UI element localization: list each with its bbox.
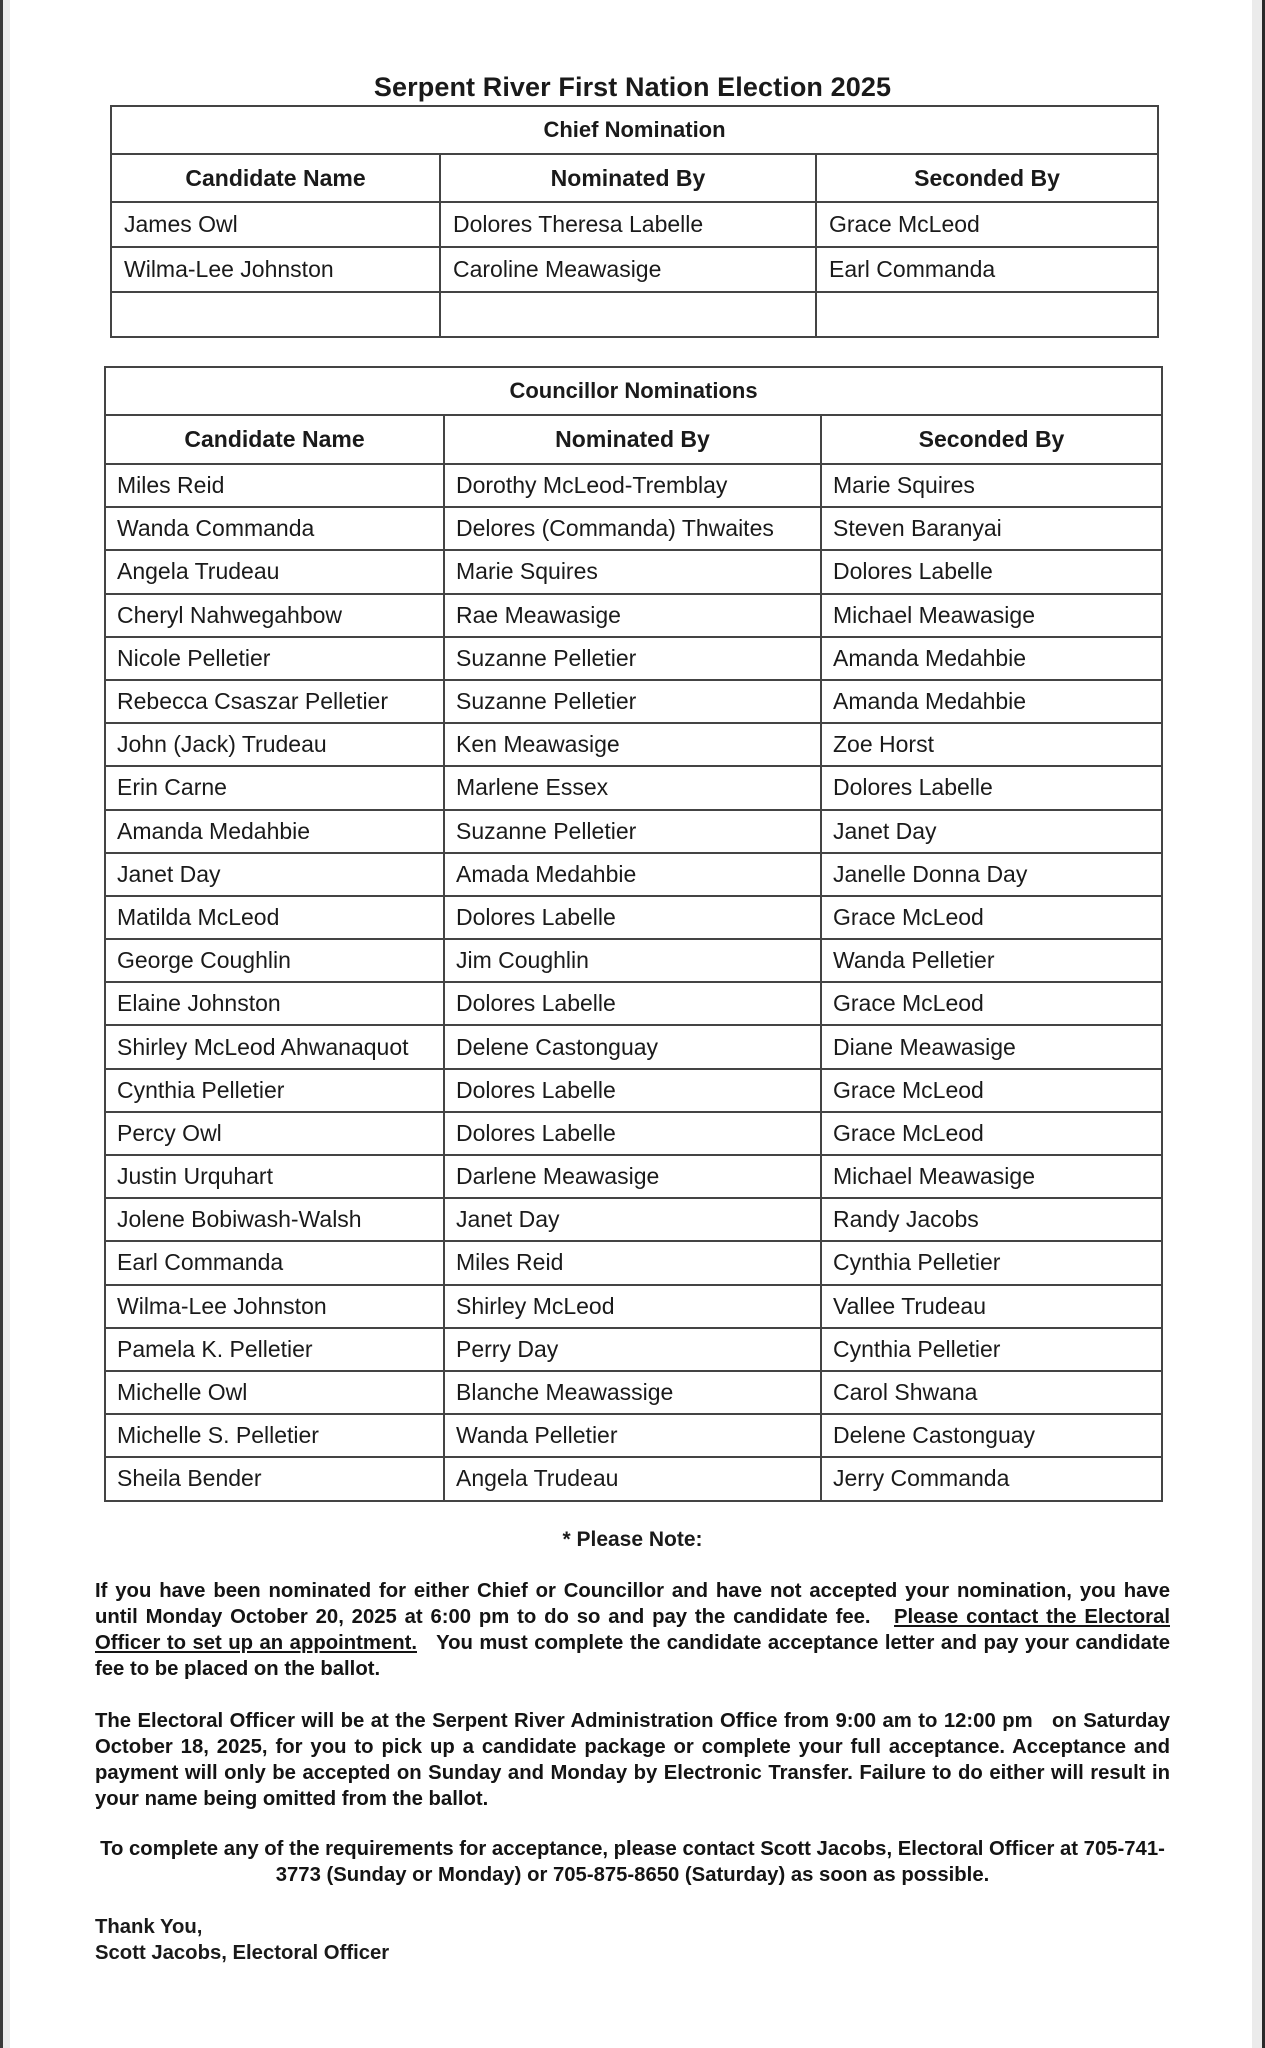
candidate-name: Justin Urquhart	[105, 1155, 444, 1198]
seconded-by: Grace McLeod	[821, 896, 1162, 939]
table-row	[105, 637, 1162, 680]
seconded-by: Grace McLeod	[821, 1112, 1162, 1155]
chief-table-caption: Chief Nomination	[111, 106, 1158, 154]
table-row	[105, 594, 1162, 637]
seconded-by: Zoe Horst	[821, 723, 1162, 766]
nominated-by: Marlene Essex	[444, 766, 821, 809]
candidate-name: Shirley McLeod Ahwanaquot	[105, 1025, 444, 1068]
note-text: If you have been nominated for either Chief or Councillor and have not accepted your nomination, you have until Monday October 20, 2025 at 6:00 pm to do so and pay the candidate fee.	[95, 1580, 1170, 1628]
nominated-by: Jim Coughlin	[444, 939, 821, 982]
seconded-by: Randy Jacobs	[821, 1198, 1162, 1241]
seconded-by: Dolores Labelle	[821, 766, 1162, 809]
candidate-name: Cheryl Nahwegahbow	[105, 594, 444, 637]
seconded-by: Michael Meawasige	[821, 594, 1162, 637]
table-row	[105, 1241, 1162, 1284]
note-paragraph-office-hours: The Electoral Officer will be at the Serpent River Administration Office from 9:00 am to 12:00 pm on Saturday October 18, 2025, for you to pick up a candidate package or complete your full acceptance. Acceptance and payment will only be accepted on Sunday and Monday by Electronic Transfer. Failure to do either will result in your name being omitted from the ballot.	[95, 1710, 1170, 1810]
candidate-name: Cynthia Pelletier	[105, 1069, 444, 1112]
candidate-name: Percy Owl	[105, 1112, 444, 1155]
page-margin-left	[3, 0, 10, 2048]
nominated-by: Rae Meawasige	[444, 594, 821, 637]
candidate-name: Amanda Medahbie	[105, 810, 444, 853]
table-row	[105, 1371, 1162, 1414]
seconded-by: Wanda Pelletier	[821, 939, 1162, 982]
councillor-table-caption: Councillor Nominations	[105, 367, 1162, 415]
seconded-by: Cynthia Pelletier	[821, 1328, 1162, 1371]
nominated-by: Angela Trudeau	[444, 1457, 821, 1500]
nominated-by: Dolores Theresa Labelle	[440, 202, 816, 247]
candidate-name: Elaine Johnston	[105, 982, 444, 1025]
table-row	[105, 896, 1162, 939]
candidate-name: Matilda McLeod	[105, 896, 444, 939]
table-row	[105, 550, 1162, 593]
candidate-name: Sheila Bender	[105, 1457, 444, 1500]
table-row	[105, 810, 1162, 853]
closing: Thank You,	[95, 1916, 203, 1938]
seconded-by: Dolores Labelle	[821, 550, 1162, 593]
candidate-name: Wilma-Lee Johnston	[111, 247, 440, 292]
signatory-name: Scott Jacobs, Electoral Officer	[95, 1942, 390, 1964]
table-row	[105, 680, 1162, 723]
table-row	[105, 464, 1162, 507]
header-nominated-by: Nominated By	[444, 415, 821, 464]
header-candidate-name: Candidate Name	[111, 154, 440, 202]
candidate-name: Pamela K. Pelletier	[105, 1328, 444, 1371]
nominated-by: Dolores Labelle	[444, 1069, 821, 1112]
seconded-by: Cynthia Pelletier	[821, 1241, 1162, 1284]
note-text: You must complete the candidate acceptance letter and pay your candidate fee to be placed on the ballot.	[95, 1632, 1170, 1680]
table-row	[105, 1414, 1162, 1457]
table-row	[105, 1285, 1162, 1328]
seconded-by: Steven Baranyai	[821, 507, 1162, 550]
table-row	[105, 507, 1162, 550]
signature-block	[95, 1914, 389, 1966]
table-row	[105, 1328, 1162, 1371]
seconded-by: Jerry Commanda	[821, 1457, 1162, 1500]
candidate-name: Earl Commanda	[105, 1241, 444, 1284]
nominated-by: Shirley McLeod	[444, 1285, 821, 1328]
table-row	[105, 939, 1162, 982]
seconded-by: Earl Commanda	[816, 247, 1158, 292]
nominated-by: Dolores Labelle	[444, 896, 821, 939]
nominated-by: Caroline Meawasige	[440, 247, 816, 292]
header-candidate-name: Candidate Name	[105, 415, 444, 464]
candidate-name: Miles Reid	[105, 464, 444, 507]
nominated-by: Dolores Labelle	[444, 982, 821, 1025]
nominated-by: Janet Day	[444, 1198, 821, 1241]
header-nominated-by: Nominated By	[440, 154, 816, 202]
contact-instruction: Please contact the Electoral Officer to set up an appointment.	[95, 1606, 1170, 1654]
nominated-by: Delores (Commanda) Thwaites	[444, 507, 821, 550]
seconded-by: Janet Day	[821, 810, 1162, 853]
candidate-name: Nicole Pelletier	[105, 637, 444, 680]
candidate-name: John (Jack) Trudeau	[105, 723, 444, 766]
nominated-by: Dorothy McLeod-Tremblay	[444, 464, 821, 507]
table-row	[111, 247, 1158, 292]
seconded-by: Vallee Trudeau	[821, 1285, 1162, 1328]
candidate-name: Michelle S. Pelletier	[105, 1414, 444, 1457]
candidate-name: George Coughlin	[105, 939, 444, 982]
candidate-name: Janet Day	[105, 853, 444, 896]
candidate-name: Wanda Commanda	[105, 507, 444, 550]
note-paragraph-contact: To complete any of the requirements for acceptance, please contact Scott Jacobs, Electoral Officer at 705-741-3773 (Sunday or Monday) or 705-875-8650 (Saturday) as soon as possible.	[100, 1838, 1165, 1886]
document-title: Serpent River First Nation Election 2025	[373, 72, 892, 102]
seconded-by: Grace McLeod	[821, 1069, 1162, 1112]
seconded-by: Amanda Medahbie	[821, 637, 1162, 680]
seconded-by: Marie Squires	[821, 464, 1162, 507]
note-paragraph-deadline	[95, 1578, 1170, 1682]
header-seconded-by: Seconded By	[821, 415, 1162, 464]
chief-nomination-table	[110, 105, 1159, 338]
candidate-name: Jolene Bobiwash-Walsh	[105, 1198, 444, 1241]
table-row	[105, 982, 1162, 1025]
page-margin-right	[1252, 0, 1262, 2048]
candidate-name: Michelle Owl	[105, 1371, 444, 1414]
seconded-by: Carol Shwana	[821, 1371, 1162, 1414]
councillor-rows	[105, 464, 1162, 1501]
seconded-by	[816, 292, 1158, 337]
nominated-by: Perry Day	[444, 1328, 821, 1371]
candidate-name: Erin Carne	[105, 766, 444, 809]
nominated-by	[440, 292, 816, 337]
nominated-by: Darlene Meawasige	[444, 1155, 821, 1198]
candidate-name: Wilma-Lee Johnston	[105, 1285, 444, 1328]
seconded-by: Diane Meawasige	[821, 1025, 1162, 1068]
councillor-nominations-table	[104, 366, 1163, 1502]
table-row	[105, 766, 1162, 809]
table-row	[105, 1112, 1162, 1155]
nominated-by: Wanda Pelletier	[444, 1414, 821, 1457]
table-row	[105, 1155, 1162, 1198]
candidate-name: Rebecca Csaszar Pelletier	[105, 680, 444, 723]
nominated-by: Suzanne Pelletier	[444, 810, 821, 853]
seconded-by: Janelle Donna Day	[821, 853, 1162, 896]
nominated-by: Ken Meawasige	[444, 723, 821, 766]
nominated-by: Dolores Labelle	[444, 1112, 821, 1155]
nominated-by: Marie Squires	[444, 550, 821, 593]
table-row	[105, 853, 1162, 896]
header-seconded-by: Seconded By	[816, 154, 1158, 202]
seconded-by: Delene Castonguay	[821, 1414, 1162, 1457]
table-row	[105, 723, 1162, 766]
candidate-name: Angela Trudeau	[105, 550, 444, 593]
seconded-by: Amanda Medahbie	[821, 680, 1162, 723]
nominated-by: Miles Reid	[444, 1241, 821, 1284]
table-row	[111, 202, 1158, 247]
seconded-by: Grace McLeod	[821, 982, 1162, 1025]
table-row	[105, 1457, 1162, 1500]
seconded-by: Michael Meawasige	[821, 1155, 1162, 1198]
nominated-by: Delene Castonguay	[444, 1025, 821, 1068]
nominated-by: Suzanne Pelletier	[444, 680, 821, 723]
nominated-by: Blanche Meawassige	[444, 1371, 821, 1414]
table-row	[105, 1025, 1162, 1068]
note-heading: * Please Note:	[562, 1528, 703, 1551]
candidate-name: James Owl	[111, 202, 440, 247]
table-row	[105, 1069, 1162, 1112]
candidate-name	[111, 292, 440, 337]
table-row-empty	[111, 292, 1158, 337]
nominated-by: Suzanne Pelletier	[444, 637, 821, 680]
nominated-by: Amada Medahbie	[444, 853, 821, 896]
table-row	[105, 1198, 1162, 1241]
seconded-by: Grace McLeod	[816, 202, 1158, 247]
